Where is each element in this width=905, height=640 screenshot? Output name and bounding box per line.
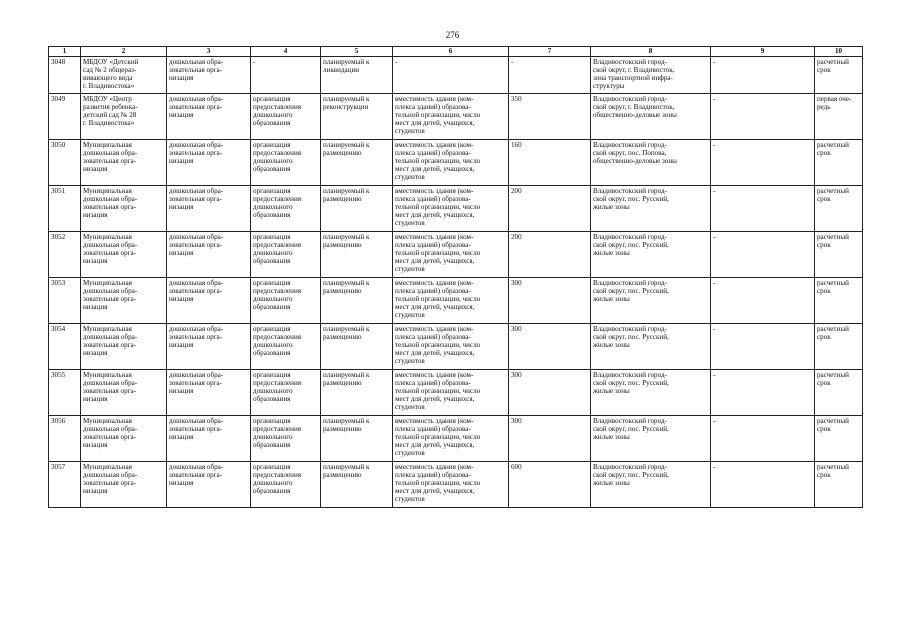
implementation-term-cell: расчетный срок <box>815 186 863 232</box>
page-number: 276 <box>445 30 460 40</box>
object-name-cell: МБДОУ «Центр развития ребенка- детский сад № 28 г. Владивостока» <box>81 94 167 140</box>
column-header: 5 <box>321 47 393 57</box>
parameter-cell: вместимость здания (ком- плекса зданий) образова- тельной организации, число мест для детей, учащихся, студентов <box>393 140 509 186</box>
implementation-term-cell: расчетный срок <box>815 232 863 278</box>
parameter-cell: вместимость здания (ком- плекса зданий) образова- тельной организации, число мест для детей, учащихся, студентов <box>393 324 509 370</box>
location-cell: Владивостокский город- ской округ, пос. Русский, жилые зоны <box>591 416 711 462</box>
column-header: 8 <box>591 47 711 57</box>
object-name-cell: Муниципальная дошкольная обра- зовательная орга- низация <box>81 140 167 186</box>
parameter-value-cell: 600 <box>509 462 591 508</box>
purpose-cell: организация предоставления дошкольного образования <box>251 278 321 324</box>
implementation-term-cell: расчетный срок <box>815 462 863 508</box>
protection-zone-cell: - <box>711 140 815 186</box>
purpose-cell: организация предоставления дошкольного образования <box>251 186 321 232</box>
object-name-cell: Муниципальная дошкольная обра- зовательная орга- низация <box>81 232 167 278</box>
implementation-term-cell: расчетный срок <box>815 416 863 462</box>
parameter-cell: - <box>393 57 509 94</box>
facility-table <box>48 46 863 508</box>
location-cell: Владивостокский город- ской округ, г. Владивосток, зона транспортной инфра- структуры <box>591 57 711 94</box>
status-cell: планируемый к размещению <box>321 462 393 508</box>
purpose-cell: организация предоставления дошкольного образования <box>251 140 321 186</box>
parameter-value-cell: 300 <box>509 370 591 416</box>
location-cell: Владивостокский город- ской округ, г. Владивосток, общественно-деловые зоны <box>591 94 711 140</box>
row-number-cell: 3056 <box>49 416 81 462</box>
parameter-value-cell: 300 <box>509 278 591 324</box>
parameter-cell: вместимость здания (ком- плекса зданий) образова- тельной организации, число мест для детей, учащихся, студентов <box>393 186 509 232</box>
location-cell: Владивостокский город- ской округ, пос. Русский, жилые зоны <box>591 324 711 370</box>
object-type-cell: дошкольная обра- зовательная орга- низация <box>167 324 251 370</box>
object-type-cell: дошкольная обра- зовательная орга- низация <box>167 57 251 94</box>
row-number-cell: 3049 <box>49 94 81 140</box>
location-cell: Владивостокский город- ской округ, пос. Русский, жилые зоны <box>591 186 711 232</box>
purpose-cell: организация предоставления дошкольного образования <box>251 370 321 416</box>
purpose-cell: организация предоставления дошкольного образования <box>251 94 321 140</box>
object-name-cell: Муниципальная дошкольная обра- зовательная орга- низация <box>81 462 167 508</box>
row-number-cell: 3050 <box>49 140 81 186</box>
parameter-value-cell: 200 <box>509 232 591 278</box>
status-cell: планируемый к размещению <box>321 186 393 232</box>
parameter-value-cell: 200 <box>509 186 591 232</box>
location-cell: Владивостокский город- ской округ, пос. Русский, жилые зоны <box>591 370 711 416</box>
purpose-cell: организация предоставления дошкольного образования <box>251 324 321 370</box>
column-header: 2 <box>81 47 167 57</box>
table-row <box>49 324 863 370</box>
protection-zone-cell: - <box>711 186 815 232</box>
table-row <box>49 186 863 232</box>
protection-zone-cell: - <box>711 462 815 508</box>
object-type-cell: дошкольная обра- зовательная орга- низация <box>167 94 251 140</box>
object-name-cell: Муниципальная дошкольная обра- зовательная орга- низация <box>81 370 167 416</box>
table-row <box>49 416 863 462</box>
parameter-cell: вместимость здания (ком- плекса зданий) образова- тельной организации, число мест для детей, учащихся, студентов <box>393 278 509 324</box>
parameter-value-cell: 300 <box>509 324 591 370</box>
status-cell: планируемый к размещению <box>321 370 393 416</box>
protection-zone-cell: - <box>711 278 815 324</box>
purpose-cell: организация предоставления дошкольного образования <box>251 416 321 462</box>
parameter-cell: вместимость здания (ком- плекса зданий) образова- тельной организации, число мест для детей, учащихся, студентов <box>393 370 509 416</box>
status-cell: планируемый к размещению <box>321 324 393 370</box>
implementation-term-cell: расчетный срок <box>815 370 863 416</box>
parameter-value-cell: 160 <box>509 140 591 186</box>
object-type-cell: дошкольная обра- зовательная орга- низация <box>167 462 251 508</box>
row-number-cell: 3055 <box>49 370 81 416</box>
protection-zone-cell: - <box>711 416 815 462</box>
table-row <box>49 57 863 94</box>
table-row <box>49 232 863 278</box>
status-cell: планируемый к ликвидации <box>321 57 393 94</box>
object-type-cell: дошкольная обра- зовательная орга- низация <box>167 278 251 324</box>
row-number-cell: 3057 <box>49 462 81 508</box>
status-cell: планируемый к размещению <box>321 416 393 462</box>
table-row <box>49 462 863 508</box>
status-cell: планируемый к реконструкции <box>321 94 393 140</box>
table-body <box>49 57 863 508</box>
purpose-cell: - <box>251 57 321 94</box>
object-type-cell: дошкольная обра- зовательная орга- низация <box>167 370 251 416</box>
row-number-cell: 3051 <box>49 186 81 232</box>
table-row <box>49 278 863 324</box>
location-cell: Владивостокский город- ской округ, пос. Русский, жилые зоны <box>591 462 711 508</box>
status-cell: планируемый к размещению <box>321 140 393 186</box>
protection-zone-cell: - <box>711 57 815 94</box>
protection-zone-cell: - <box>711 232 815 278</box>
parameter-cell: вместимость здания (ком- плекса зданий) образова- тельной организации, число мест для детей, учащихся, студентов <box>393 416 509 462</box>
column-header: 10 <box>815 47 863 57</box>
parameter-cell: вместимость здания (ком- плекса зданий) образова- тельной организации, число мест для детей, учащихся, студентов <box>393 94 509 140</box>
location-cell: Владивостокский город- ской округ, пос. Русский, жилые зоны <box>591 232 711 278</box>
implementation-term-cell: первая оче- редь <box>815 94 863 140</box>
implementation-term-cell: расчетный срок <box>815 278 863 324</box>
column-header: 3 <box>167 47 251 57</box>
protection-zone-cell: - <box>711 324 815 370</box>
implementation-term-cell: расчетный срок <box>815 324 863 370</box>
column-header: 4 <box>251 47 321 57</box>
object-type-cell: дошкольная обра- зовательная орга- низация <box>167 140 251 186</box>
table-row <box>49 140 863 186</box>
location-cell: Владивостокский город- ской округ, пос. Русский, жилые зоны <box>591 278 711 324</box>
parameter-value-cell: - <box>509 57 591 94</box>
parameter-cell: вместимость здания (ком- плекса зданий) образова- тельной организации, число мест для детей, учащихся, студентов <box>393 232 509 278</box>
column-header: 9 <box>711 47 815 57</box>
object-type-cell: дошкольная обра- зовательная орга- низация <box>167 416 251 462</box>
table-row <box>49 94 863 140</box>
protection-zone-cell: - <box>711 370 815 416</box>
status-cell: планируемый к размещению <box>321 232 393 278</box>
object-name-cell: МБДОУ «Детский сад № 2 общераз- вивающего вида г. Владивостока» <box>81 57 167 94</box>
implementation-term-cell: расчетный срок <box>815 57 863 94</box>
row-number-cell: 3054 <box>49 324 81 370</box>
protection-zone-cell: - <box>711 94 815 140</box>
object-type-cell: дошкольная обра- зовательная орга- низация <box>167 232 251 278</box>
column-header: 7 <box>509 47 591 57</box>
column-header: 1 <box>49 47 81 57</box>
row-number-cell: 3048 <box>49 57 81 94</box>
purpose-cell: организация предоставления дошкольного образования <box>251 462 321 508</box>
object-name-cell: Муниципальная дошкольная обра- зовательная орга- низация <box>81 416 167 462</box>
table-row <box>49 370 863 416</box>
purpose-cell: организация предоставления дошкольного образования <box>251 232 321 278</box>
column-header: 6 <box>393 47 509 57</box>
parameter-value-cell: 350 <box>509 94 591 140</box>
parameter-cell: вместимость здания (ком- плекса зданий) образова- тельной организации, число мест для детей, учащихся, студентов <box>393 462 509 508</box>
header-row <box>49 47 863 57</box>
object-type-cell: дошкольная обра- зовательная орга- низация <box>167 186 251 232</box>
object-name-cell: Муниципальная дошкольная обра- зовательная орга- низация <box>81 324 167 370</box>
implementation-term-cell: расчетный срок <box>815 140 863 186</box>
object-name-cell: Муниципальная дошкольная обра- зовательная орга- низация <box>81 186 167 232</box>
object-name-cell: Муниципальная дошкольная обра- зовательная орга- низация <box>81 278 167 324</box>
location-cell: Владивостокский город- ской округ, пос. Попова, общественно-деловые зоны <box>591 140 711 186</box>
parameter-value-cell: 300 <box>509 416 591 462</box>
status-cell: планируемый к размещению <box>321 278 393 324</box>
row-number-cell: 3052 <box>49 232 81 278</box>
row-number-cell: 3053 <box>49 278 81 324</box>
